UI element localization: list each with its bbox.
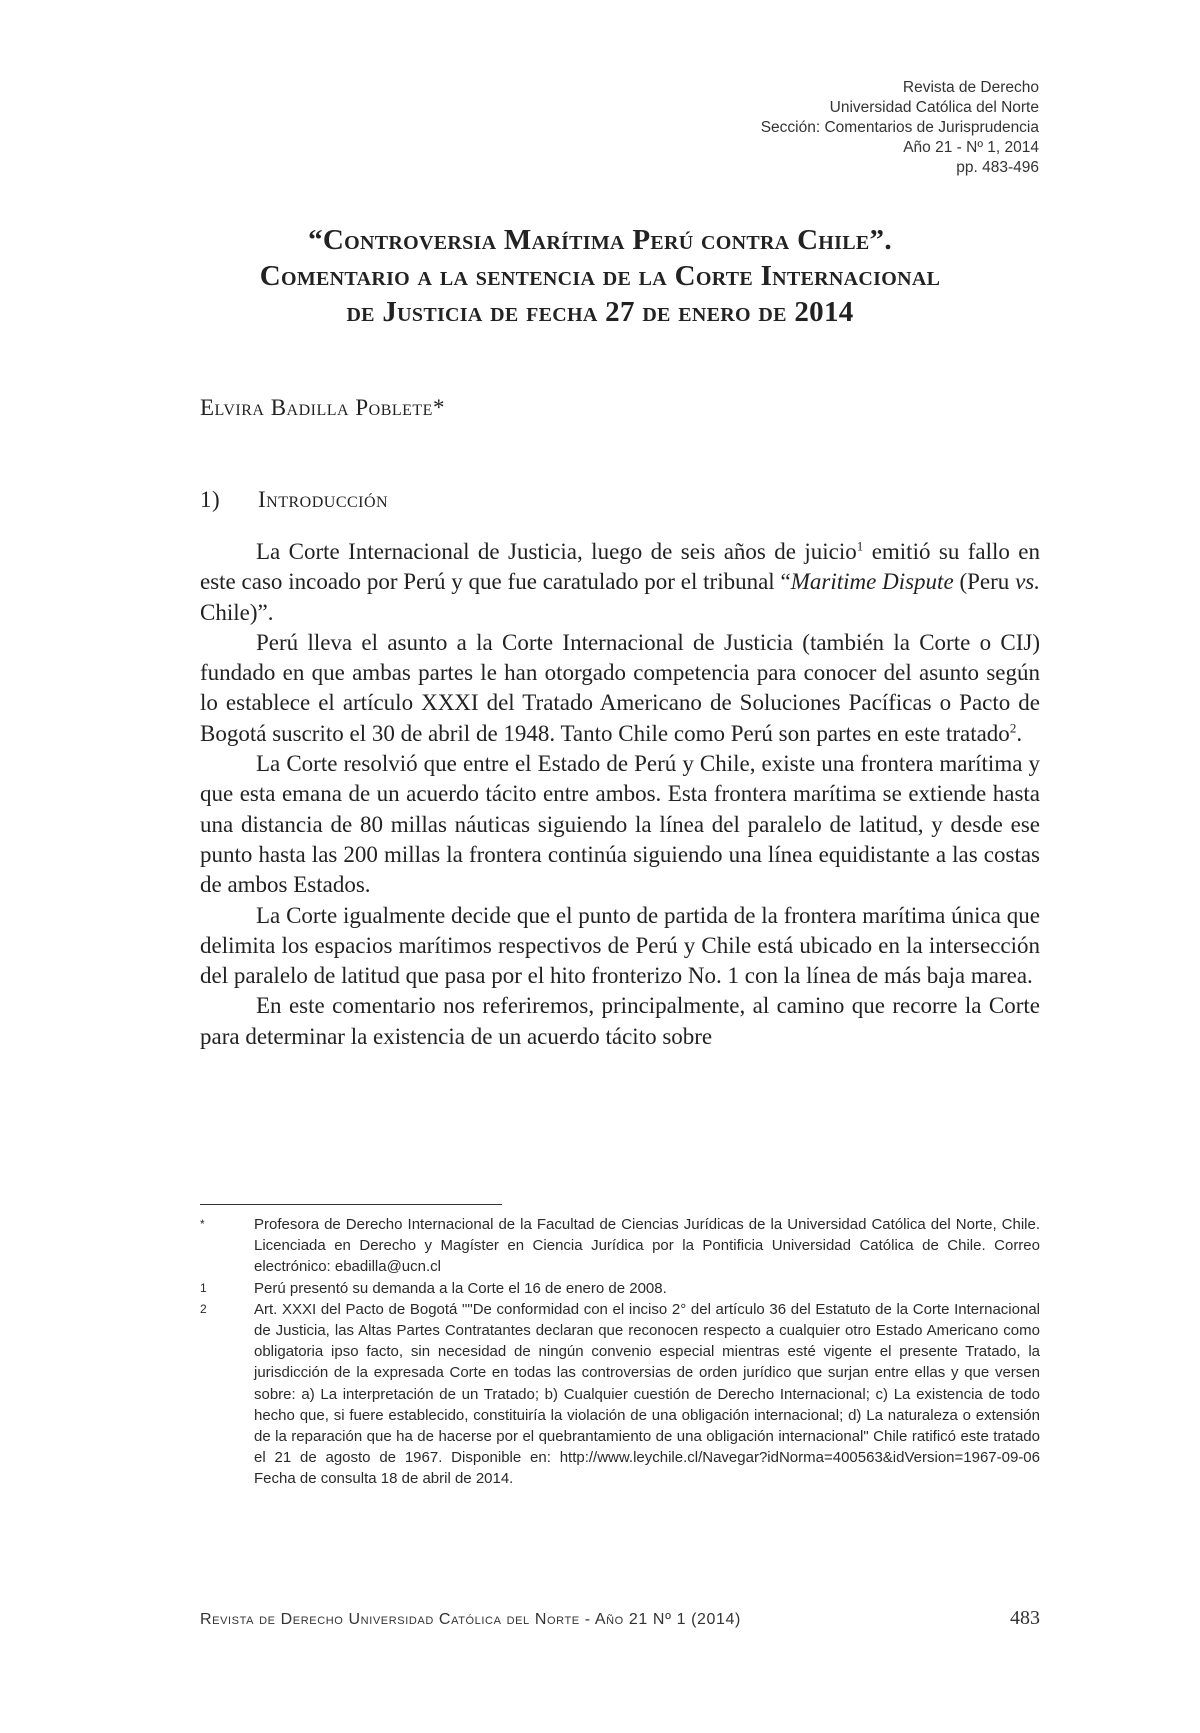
- paragraph-5: En este comentario nos referiremos, principalmente, al camino que recorre la Corte para determinar la existencia de un acuerdo tácito sobre: [200, 993, 1040, 1049]
- paragraph-3: La Corte resolvió que entre el Estado de Perú y Chile, existe una frontera marítima y que esta emana de un acuerdo tácito entre ambos. Esta frontera marítima se extiende hasta una distancia de 80 millas náuticas siguiendo la línea del paralelo de latitud, y desde ese punto hasta las 200 millas la frontera continúa siguiendo una línea equidistante a las costas de ambos Estados.: [200, 751, 1040, 898]
- section-number: 1): [200, 487, 221, 512]
- paragraph-1: [200, 537, 1040, 628]
- footnote-text: Art. XXXI del Pacto de Bogotá ""De conformidad con el inciso 2° del artículo 36 del Estatuto de la Corte Internacional de Justicia, las Altas Partes Contratantes declaran que reconocen respecto a cualquier otro Estado Americano como obligatoria ipso facto, sin necesidad de ningún convenio especial mientras esté vigente el presente Tratado, la jurisdicción de la expresada Corte en todas las controversias de orden jurídico que surjan entre ellas y que versen sobre: a) La interpretación de un Tratado; b) Cualquier cuestión de Derecho Internacional; c) La existencia de todo hecho que, si fuere establecido, constituiría la violación de una obligación internacional; d) La naturaleza o extensión de la reparación que ha de hacerse por el quebrantamiento de una obligación internacional" Chile ratificó este tratado el 21 de agosto de 1967. Disponible en: http://www.leychile.cl/Navegar?idNorma=400563&idVersion=1967-09-06 Fecha de consulta 18 de abril de 2014.: [254, 1300, 1040, 1488]
- masthead-university: Universidad Católica del Norte: [829, 99, 1039, 116]
- title-line-2: Comentario a la sentencia de la Corte Internacional: [259, 260, 941, 292]
- footer-journal: Revista de Derecho Universidad Católica del Norte - Año 21 Nº 1 (2014): [200, 1611, 741, 1628]
- p2-text-b: .: [1016, 720, 1023, 746]
- masthead-issue: Año 21 - Nº 1, 2014: [903, 139, 1039, 156]
- journal-masthead: [761, 78, 1039, 178]
- article-body: [200, 537, 1040, 1052]
- masthead-journal: Revista de Derecho: [902, 79, 1039, 96]
- section-title: Introducción: [258, 487, 389, 512]
- paragraph-2: [200, 628, 1040, 749]
- masthead-section: Sección: Comentarios de Jurisprudencia: [760, 119, 1039, 136]
- footnote-mark: 1: [200, 1280, 207, 1295]
- footnote-text: Profesora de Derecho Internacional de la Facultad de Ciencias Jurídicas de la Universidad Católica del Norte, Chile. Licenciada en Derecho y Magíster en Ciencia Jurídica por la Pontificia Universidad Católica de Chile. Correo electrónico: ebadilla@ucn.cl: [254, 1216, 1040, 1276]
- masthead-pages: pp. 483-496: [956, 159, 1039, 176]
- p1-text-d: Chile)”.: [200, 599, 274, 625]
- author-name: Elvira Badilla Poblete*: [200, 395, 445, 420]
- p1-case-name: Maritime Dispute: [790, 569, 954, 595]
- p1-text-a: La Corte Internacional de Justicia, luego de seis años de juicio: [256, 539, 857, 564]
- footnote-mark: 2: [200, 1301, 207, 1316]
- footnote-mark: *: [200, 1217, 205, 1231]
- footnote-1: [200, 1278, 1040, 1299]
- article-title: [150, 222, 1050, 330]
- footnote-author: [200, 1214, 1040, 1278]
- title-line-1: “Controversia Marítima Perú contra Chile”.: [308, 224, 892, 256]
- page-footer: [200, 1607, 1040, 1630]
- p1-text-c: (Peru: [953, 569, 1016, 595]
- footnote-ref-2[interactable]: 2: [1009, 720, 1017, 736]
- paragraph-4: La Corte igualmente decide que el punto de partida de la frontera marítima única que delimita los espacios marítimos respectivos de Perú y Chile está ubicado en la intersección del paralelo de latitud que pasa por el hito fronterizo No. 1 con la línea de más baja marea.: [200, 902, 1040, 989]
- p1-text-b: emitió su fallo en este caso incoado por Perú y que fue caratulado por el tribunal “: [200, 539, 1040, 595]
- title-line-3: de Justicia de fecha 27 de enero de 2014: [346, 296, 854, 328]
- p1-versus: vs.: [1015, 569, 1040, 595]
- footnote-text: Perú presentó su demanda a la Corte el 16 de enero de 2008.: [254, 1279, 667, 1297]
- footnote-ref-1[interactable]: 1: [856, 538, 864, 554]
- footnotes: [200, 1214, 1040, 1490]
- p2-text-a: Perú lleva el asunto a la Corte Internacional de Justicia (también la Corte o CIJ) fundado en que ambas partes le han otorgado competencia para conocer del asunto según lo establece el artículo XXXI del Tratado Americano de Soluciones Pacíficas o Pacto de Bogotá suscrito el 30 de abril de 1948. Tanto Chile como Perú son partes en este tratado: [200, 629, 1040, 746]
- footnote-divider: [200, 1204, 502, 1205]
- section-heading: [200, 487, 388, 513]
- page-number: 483: [1010, 1607, 1040, 1629]
- footnote-2: [200, 1299, 1040, 1490]
